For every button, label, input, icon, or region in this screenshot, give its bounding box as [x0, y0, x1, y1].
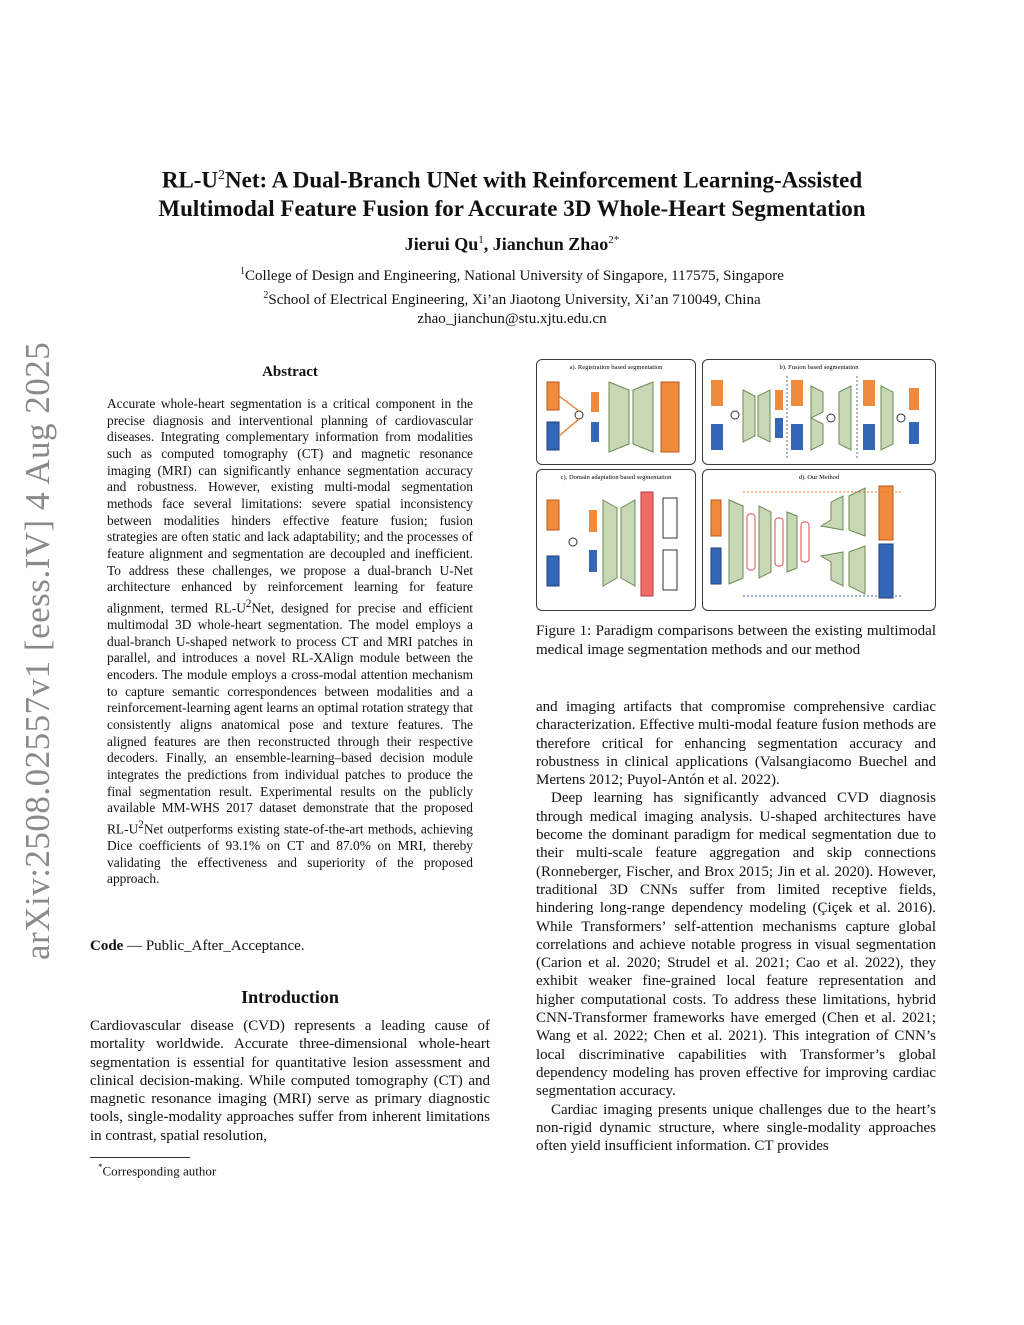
footnote-text: Corresponding author	[102, 1163, 217, 1179]
b-ct-2	[791, 380, 803, 406]
affil-2: School of Electrical Engineering, Xi’an Jiaotong University, Xi’an 710049, China	[268, 292, 761, 308]
footnote	[98, 1162, 216, 1179]
b-mri-3	[863, 424, 875, 450]
c-mri	[547, 556, 559, 586]
affil-1-sup: 1	[240, 266, 246, 277]
d-dec-mri-1	[821, 552, 843, 586]
d-enc-3	[787, 512, 797, 572]
b-ct-3	[863, 380, 875, 406]
author-2-sup: 2*	[608, 234, 620, 246]
ct-volume	[547, 382, 559, 410]
b-enc-2a	[811, 386, 823, 418]
b-out-mri-3	[909, 422, 919, 444]
d-dec-ct-2	[849, 488, 865, 536]
author-2: Jianchun Zhao	[492, 234, 609, 254]
panel-d	[702, 469, 936, 611]
c-discriminator	[641, 492, 653, 596]
abstract-text-2: Net, designed for precise and efficient multimodal 3D whole-heart segmentation. The model employs a dual-branch U-shaped network to process CT and MRI patches in parallel, and introduces a novel RL-XAlign module between the encoders. The module employs a cross-modal attention mechanism to capture semantic correspondences between modalities and a reinforcement-learning agent learns an optimal rotation strategy that consistently aligns anatomical pose and texture features. The aligned features are then reconstructed through their respective decoders. Finally, an ensemble-learning–based decision module integrates the predictions from individual patches to produce the final segmentation result. Experimental results on the publicly available MM-WHS 2017 dataset demonstrate that the proposed RL-U	[107, 600, 474, 837]
b-out-mri-1	[775, 418, 783, 438]
d-mri	[711, 548, 721, 584]
figure-1	[536, 359, 934, 609]
footnote-rule	[90, 1157, 190, 1158]
author-1-sup: 1	[478, 234, 484, 246]
right-paragraph-3: Cardiac imaging presents unique challenges due to the heart’s non-rigid dynamic structure, where single-modality approaches often yield insufficient information. CT provides	[536, 1101, 936, 1155]
b-out-ct-3	[909, 388, 919, 410]
b-fuse-3	[897, 414, 905, 422]
c-decoder	[621, 500, 635, 586]
c-ct	[547, 500, 559, 530]
b-ct-1	[711, 380, 723, 406]
abstract-heading: Abstract	[262, 364, 318, 380]
c-adapt-node	[569, 538, 577, 546]
affil-1: College of Design and Engineering, National University of Singapore, 117575, Singapore	[245, 268, 784, 284]
b-enc-3	[881, 386, 893, 450]
footnote-mark: *	[98, 1162, 103, 1172]
c-encoder	[603, 500, 617, 586]
d-out-ct	[879, 486, 893, 540]
right-paragraph-2: Deep learning has significantly advanced CVD diagnosis through medical imaging analysis. U-shaped architectures have become the dominant paradigm for medical segmentation due to their multi-scale feature aggregation and skip connections (Ronneberger, Fischer, and Brox 2015; Jin et al. 2020). However, traditional 3D CNNs suffer from limited receptive fields, hindering long-range dependency modeling (Çiçek et al. 2016). While Transformers’ self-attention mechanisms capture global correlations and achieve notable progress in visual segmentation (Carion et al. 2020; Strudel et al. 2021; Cao et al. 2022), they exhibit weaker fine-grained local feature representation and higher computational costs. To address these limitations, hybrid CNN-Transformer frameworks have emerged (Chen et al. 2021; Wang et al. 2022; Chen et al. 2021). This integration of CNN’s local discriminative capabilities with Transformer’s global dependency modeling has proven effective for improving cardiac segmentation accuracy.	[536, 790, 936, 1100]
reg-ct	[591, 392, 599, 412]
right-paragraph-1: and imaging artifacts that compromise comprehensive cardiac characterization. Effective multi-modal feature fusion methods are therefore critical for enhancing segmentation accuracy and robustness in clinical applications (Valsangiacomo Buechel and Mertens 2012; Puyol-Antón et al. 2022).	[536, 699, 936, 789]
code-dash: —	[123, 938, 146, 954]
decoder-block	[633, 382, 653, 452]
arxiv-stamp: arXiv:2508.02557v1 [eess.IV] 4 Aug 2025	[18, 341, 57, 960]
d-align-1	[747, 514, 755, 570]
d-out-mri	[879, 544, 893, 598]
b-mri-1	[711, 424, 723, 450]
abstract-text-1: Accurate whole-heart segmentation is a critical component in the precise diagnosis and interventional planning of cardiovascular diseases. Integrating complementary information from modalities such as computed tomography (CT) and magnetic resonance imaging (MRI) can significantly enhance segmentation accuracy and robustness. However, existing multi-modal segmentation methods face several limitations: severe spatial inconsistency between modalities hinders effective feature fusion; fusion strategies are often static and lack adaptability; and the processes of feature alignment and segmentation are decoupled and inefficient. To address these challenges, we propose a dual-branch U-Net architecture enhanced by reinforcement learning for feature alignment, termed RL-U	[107, 396, 473, 616]
author-1: Jierui Qu	[404, 234, 479, 254]
panel-b	[702, 359, 936, 465]
d-dec-mri-2	[849, 546, 865, 594]
right-column	[536, 698, 936, 1155]
output-volume	[661, 382, 679, 452]
introduction-heading: Introduction	[241, 987, 339, 1007]
author-sep: ,	[483, 234, 493, 254]
code-value: Public_After_Acceptance.	[145, 938, 305, 954]
title-part1: RL-U	[161, 167, 219, 193]
panel-c	[536, 469, 696, 611]
c-out-2	[663, 550, 677, 590]
code-label: Code	[90, 938, 124, 954]
introduction-body: Cardiovascular disease (CVD) represents a leading cause of mortality worldwide. Accurate three-dimensional whole-heart segmentation is essential for quantitative lesion assessment and clinical decision-making. While computed tomography (CT) and magnetic resonance imaging (MRI) serve as primary diagnostic tools, single-modality approaches suffer from inherent limitations in contrast, spatial resolution,	[90, 1018, 490, 1144]
b-mri-2	[791, 424, 803, 450]
d-enc-1	[729, 500, 743, 584]
author-email: zhao_jianchun@stu.xjtu.edu.cn	[417, 311, 607, 327]
abstract-body	[107, 396, 473, 888]
figure-1-caption: Figure 1: Paradigm comparisons between the existing multimodal medical image segmentation methods and our method	[536, 623, 936, 658]
panel-d-diagram	[703, 470, 935, 610]
c-ct-2	[589, 510, 597, 532]
abstract-text-3: Net outperforms existing state-of-the-art methods, achieving Dice coefficients of 93.1% on CT and 87.0% on MRI, thereby validating the effectiveness and superiority of the proposed approach.	[107, 821, 473, 887]
b-dec-2	[839, 386, 851, 450]
abstract-sup-2: 2	[138, 818, 144, 831]
abstract-sup-1: 2	[245, 597, 252, 610]
code-availability	[90, 938, 490, 955]
d-align-3	[801, 522, 809, 562]
d-enc-2	[759, 506, 771, 578]
registration-node	[575, 411, 583, 419]
affiliations	[80, 262, 944, 329]
panel-a-diagram	[537, 360, 695, 464]
title-sup: 2	[218, 168, 226, 183]
panel-d-title: d). Our Method	[798, 474, 840, 481]
d-align-2	[775, 518, 783, 566]
encoder-block	[609, 382, 629, 452]
mri-volume	[547, 422, 559, 450]
b-fuse-2	[827, 414, 835, 422]
d-ct	[711, 500, 721, 536]
panel-c-diagram	[537, 470, 695, 610]
d-dec-ct-1	[821, 496, 843, 530]
b-fuse-1	[731, 411, 739, 419]
affil-2-sup: 2	[263, 290, 269, 301]
title-part2: Net: A Dual-Branch UNet with Reinforcement Learning-Assisted	[225, 167, 863, 193]
author-list	[80, 234, 944, 255]
panel-b-diagram	[703, 360, 935, 464]
c-mri-2	[589, 550, 597, 572]
panel-b-title: b). Fusion based segmentation	[779, 364, 859, 371]
panel-a	[536, 359, 696, 465]
panel-a-title: a). Registration based segmentation	[569, 364, 663, 371]
reg-mri	[591, 422, 599, 442]
b-enc-2b	[811, 418, 823, 450]
paper-title	[80, 162, 944, 223]
title-line2: Multimodal Feature Fusion for Accurate 3D Whole-Heart Segmentation	[158, 195, 866, 221]
b-dec-1	[758, 390, 770, 442]
c-out-1	[663, 498, 677, 538]
b-out-ct-1	[775, 390, 783, 410]
panel-c-title: c). Domain adaptation based segmentation	[560, 474, 672, 481]
b-enc-1	[743, 390, 755, 442]
